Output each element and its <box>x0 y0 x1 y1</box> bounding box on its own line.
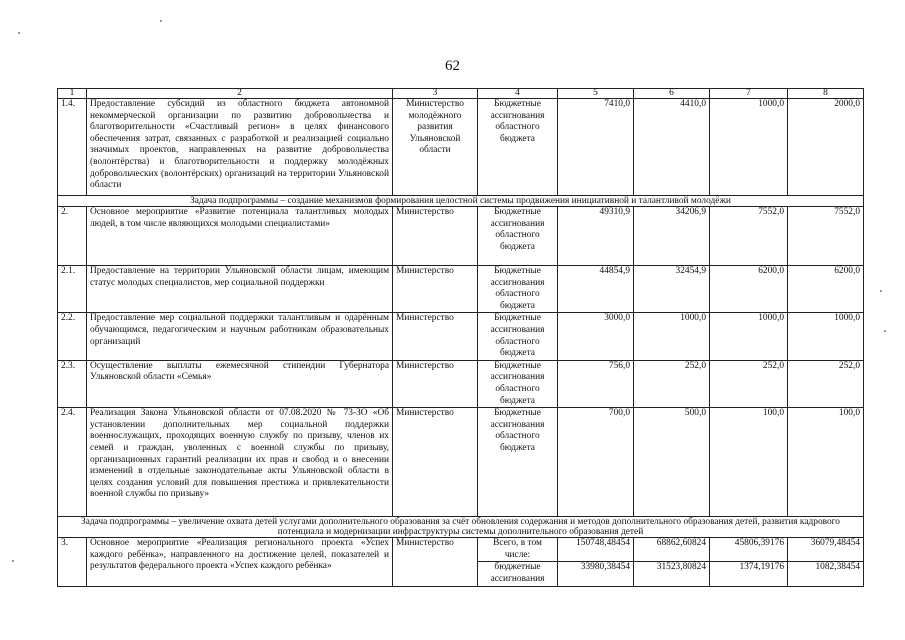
row-budget-value-8: 1082,38454 <box>788 562 864 586</box>
table-row <box>58 99 864 196</box>
row-description: Реализация Закона Ульяновской области от 07.08.2020 № 73-ЗО «Об установлении дополнительных мер социальной поддержки военнослужащих, проходящих военную службу по призыву, членов их семей и граждан, уволенных с военной службы по призыву, организационных гарантий реализации их прав и свобод и о внесении изменений в отдельные законодательные акты Ульяновской области в целях создания условий для повышения престижа и привлекательности военной службы по призыву» <box>87 408 393 517</box>
row-value-total: 756,0 <box>558 360 634 407</box>
row-value-year1: 34206,9 <box>634 207 710 266</box>
col-header-5: 5 <box>558 89 634 99</box>
row-number: 3. <box>58 538 87 586</box>
row-value-year1: 4410,0 <box>634 99 710 196</box>
col-header-3: 3 <box>393 89 478 99</box>
row-number: 2.3. <box>58 360 87 407</box>
table-row <box>58 360 864 407</box>
col-header-4: 4 <box>478 89 558 99</box>
task-heading: Задача подпрограммы – увеличение охвата детей услугами дополнительного образования за счёт обновления содержания и методов дополнительного образования детей, развития кадрового потенциала и модернизации инфраструктуры системы дополнительного образования детей <box>58 517 864 538</box>
row-executor: Министерство <box>393 313 478 360</box>
row-value-year3: 7552,0 <box>788 207 864 266</box>
scan-speck <box>12 560 14 562</box>
row-description: Основное мероприятие «Развитие потенциала талантливых молодых людей, в том числе являющихся молодыми специалистами» <box>87 207 393 266</box>
row-value-year1: 32454,9 <box>634 266 710 313</box>
table-row <box>58 266 864 313</box>
row-funding-budget-label: бюджетные ассигнования <box>478 562 558 586</box>
table-row <box>58 538 864 562</box>
col-header-2: 2 <box>87 89 393 99</box>
row-value-year2: 6200,0 <box>710 266 788 313</box>
row-executor: Министерство <box>393 266 478 313</box>
row-funding-source: Бюджетные ассигнования областного бюджета <box>478 99 558 196</box>
row-total-value-8: 36079,48454 <box>788 538 864 562</box>
budget-table <box>57 88 864 587</box>
task-heading: Задача подпрограммы – создание механизмов формирования целостной системы продвижения инициативной и талантливой молодёжи <box>58 196 864 207</box>
row-executor: Министерство молодёжного развития Ульяновской области <box>393 99 478 196</box>
row-value-year2: 1000,0 <box>710 99 788 196</box>
col-header-7: 7 <box>710 89 788 99</box>
row-value-year1: 500,0 <box>634 408 710 517</box>
row-description: Основное мероприятие «Реализация регионального проекта «Успех каждого ребёнка», направленного на достижение целей, показателей и результатов федерального проекта «Успех каждого ребёнка» <box>87 538 393 586</box>
row-number: 2.1. <box>58 266 87 313</box>
row-value-year1: 1000,0 <box>634 313 710 360</box>
row-value-year3: 1000,0 <box>788 313 864 360</box>
row-funding-source: Бюджетные ассигнования областного бюджета <box>478 360 558 407</box>
row-value-year2: 100,0 <box>710 408 788 517</box>
row-value-year3: 100,0 <box>788 408 864 517</box>
row-executor: Министерство <box>393 360 478 407</box>
row-description: Осуществление выплаты ежемесячной стипендии Губернатора Ульяновской области «Семья» <box>87 360 393 407</box>
row-value-year3: 252,0 <box>788 360 864 407</box>
row-value-total: 44854,9 <box>558 266 634 313</box>
row-total-value-5: 150748,48454 <box>558 538 634 562</box>
row-value-total: 700,0 <box>558 408 634 517</box>
row-funding-source: Бюджетные ассигнования областного бюджета <box>478 408 558 517</box>
row-budget-value-5: 33980,38454 <box>558 562 634 586</box>
task-row <box>58 196 864 207</box>
row-number: 2. <box>58 207 87 266</box>
row-total-value-7: 45806,39176 <box>710 538 788 562</box>
row-value-year3: 2000,0 <box>788 99 864 196</box>
col-header-8: 8 <box>788 89 864 99</box>
row-value-total: 49310,9 <box>558 207 634 266</box>
row-value-year3: 6200,0 <box>788 266 864 313</box>
row-value-total: 3000,0 <box>558 313 634 360</box>
row-executor: Министерство <box>393 538 478 586</box>
task-row <box>58 517 864 538</box>
row-budget-value-7: 1374,19176 <box>710 562 788 586</box>
row-description: Предоставление мер социальной поддержки талантливым и одарённым обучающимся, педагогическим и научным работникам образовательных организаций <box>87 313 393 360</box>
row-number: 2.4. <box>58 408 87 517</box>
row-budget-value-6: 31523,80824 <box>634 562 710 586</box>
scan-speck <box>18 32 20 34</box>
column-number-row <box>58 89 864 99</box>
row-value-year2: 1000,0 <box>710 313 788 360</box>
table-row <box>58 207 864 266</box>
table-row <box>58 313 864 360</box>
row-value-total: 7410,0 <box>558 99 634 196</box>
scan-speck <box>160 20 162 22</box>
row-value-year1: 252,0 <box>634 360 710 407</box>
row-funding-source: Бюджетные ассигнования областного бюджета <box>478 313 558 360</box>
scan-speck <box>880 290 882 292</box>
page-number: 62 <box>445 58 460 74</box>
row-funding-source: Бюджетные ассигнования областного бюджета <box>478 207 558 266</box>
row-funding-source: Бюджетные ассигнования областного бюджета <box>478 266 558 313</box>
row-total-value-6: 68862,60824 <box>634 538 710 562</box>
row-description: Предоставление на территории Ульяновской области лицам, имеющим статус молодых специалистов, мер социальной поддержки <box>87 266 393 313</box>
row-description: Предоставление субсидий из областного бюджета автономной некоммерческой организации по развитию добровольчества и благотворительности «Счастливый регион» в целях финансового обеспечения затрат, связанных с разработкой и реализацией социально значимых проектов, направленных на развитие добровольчества (волонтёрства) и благотворительности и поддержку молодёжных добровольческих (волонтёрских) организаций на территории Ульяновской области <box>87 99 393 196</box>
col-header-6: 6 <box>634 89 710 99</box>
col-header-1: 1 <box>58 89 87 99</box>
row-executor: Министерство <box>393 408 478 517</box>
row-value-year2: 252,0 <box>710 360 788 407</box>
row-funding-total-label: Всего, в том числе: <box>478 538 558 562</box>
row-number: 2.2. <box>58 313 87 360</box>
row-executor: Министерство <box>393 207 478 266</box>
row-value-year2: 7552,0 <box>710 207 788 266</box>
scan-speck <box>884 330 886 332</box>
table-row <box>58 408 864 517</box>
row-number: 1.4. <box>58 99 87 196</box>
